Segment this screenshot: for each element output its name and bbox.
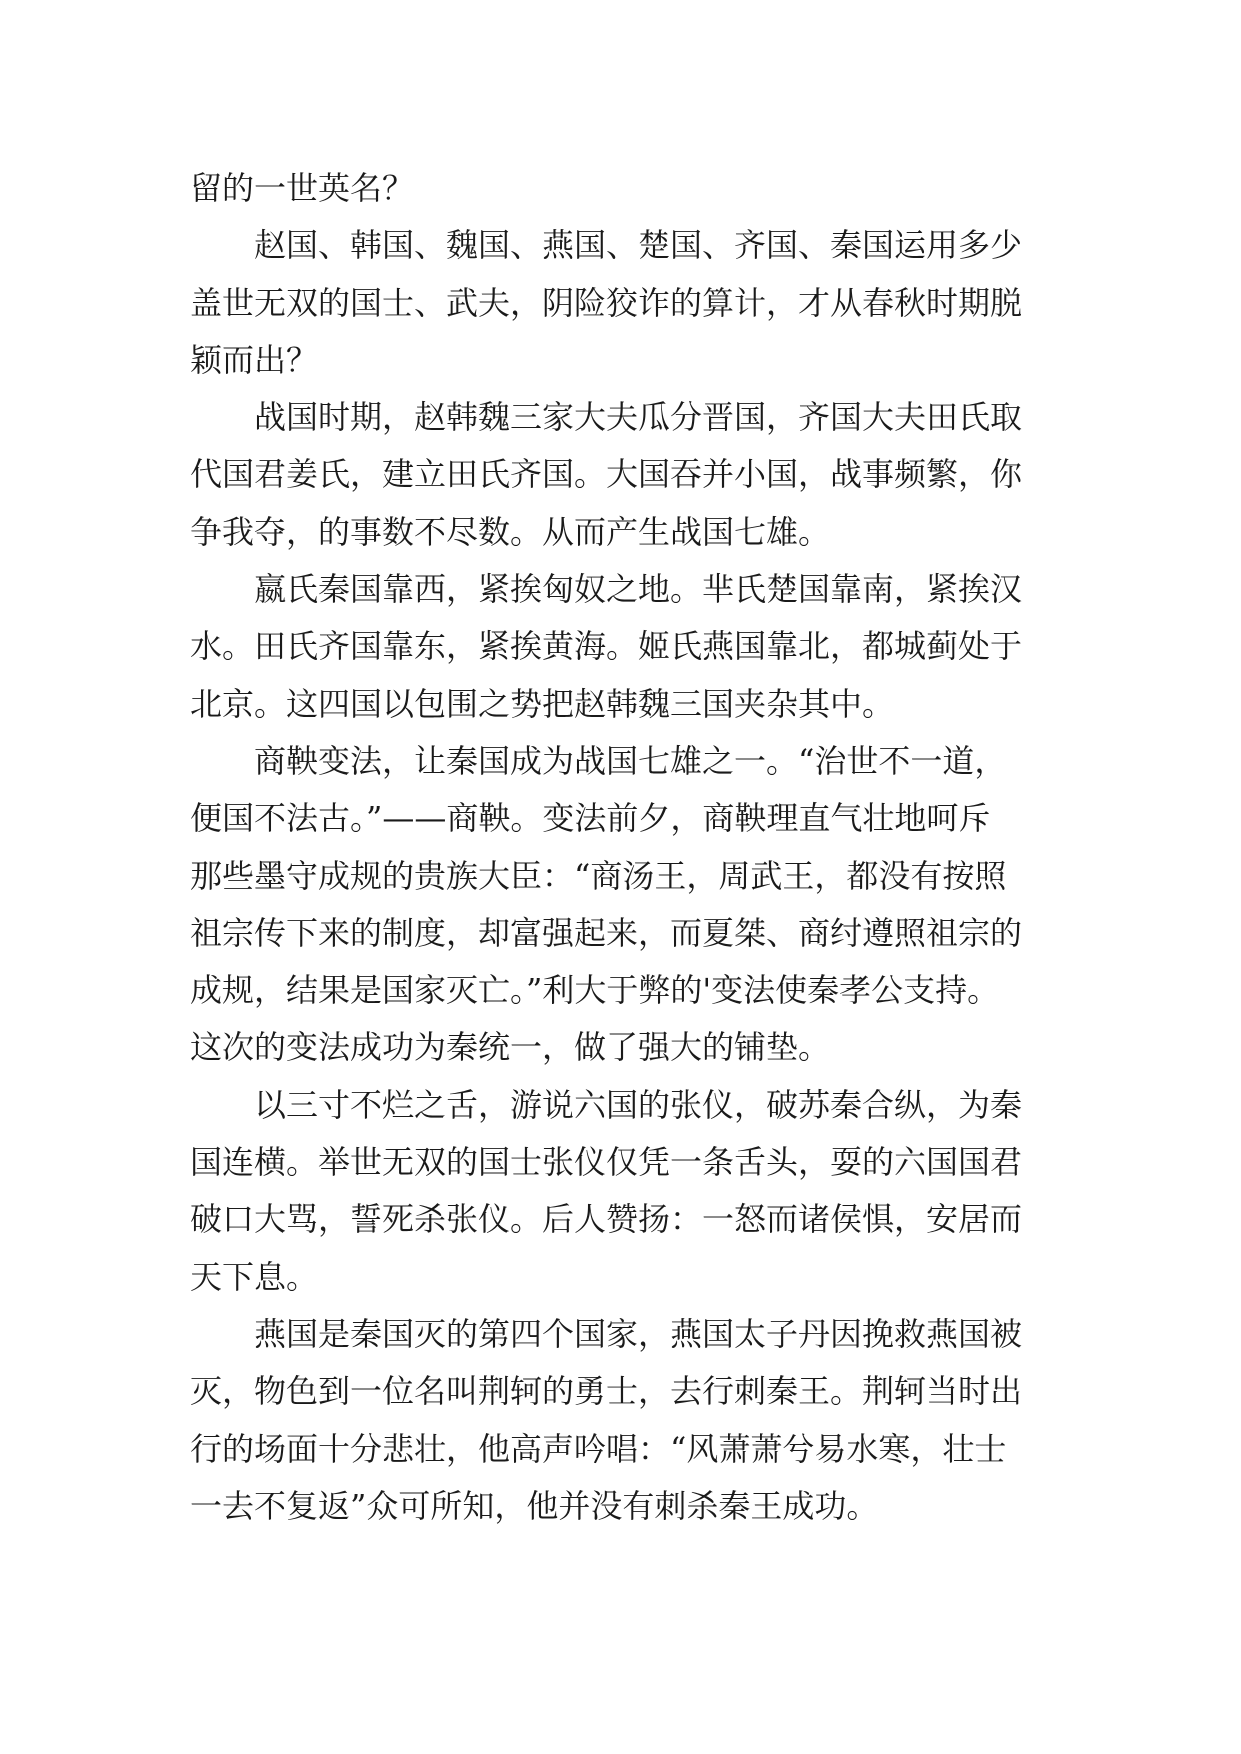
text-line: 燕国是秦国灭的第四个国家，燕国太子丹因挽救燕国被 (254, 1314, 1023, 1353)
text-line: 灭，物色到一位名叫荆轲的勇士，去行刺秦王。荆轲当时出 (190, 1372, 1023, 1411)
text-line: 水。田氏齐国靠东，紧挨黄海。姬氏燕国靠北，都城蓟处于 (190, 627, 1023, 666)
text-line: 国连横。举世无双的国士张仪仅凭一条舌头，耍的六国国君 (190, 1143, 1023, 1182)
text-line: 那些墨守成规的贵族大臣：“商汤王，周武王，都没有按照 (190, 856, 1007, 895)
text-line: 颖而出？ (190, 340, 319, 379)
text-line: 便国不法古。”——商鞅。变法前夕，商鞅理直气壮地呵斥 (190, 799, 991, 838)
text-line: 以三寸不烂之舌，游说六国的张仪，破苏秦合纵，为秦 (254, 1085, 1023, 1124)
text-line: 嬴氏秦国靠西，紧挨匈奴之地。芈氏楚国靠南，紧挨汉 (254, 570, 1023, 609)
text-line: 天下息。 (190, 1257, 319, 1296)
text-line: 一去不复返”众可所知，他并没有刺杀秦王成功。 (190, 1486, 879, 1525)
body-text (190, 160, 1080, 1535)
text-line: 商鞅变法，让秦国成为战国七雄之一。“治世不一道， (254, 741, 1007, 780)
text-line: 北京。这四国以包围之势把赵韩魏三国夹杂其中。 (190, 684, 895, 723)
text-line: 盖世无双的国士、武夫，阴险狡诈的算计，才从春秋时期脱 (190, 283, 1023, 322)
text-line: 破口大骂，誓死杀张仪。后人赞扬：一怒而诸侯惧，安居而 (190, 1200, 1023, 1239)
text-line: 成规，结果是国家灭亡。”利大于弊的'变法使秦孝公支持。 (190, 971, 1000, 1010)
text-line: 行的场面十分悲壮，他高声吟唱：“风萧萧兮易水寒，壮士 (190, 1429, 1007, 1468)
text-line: 这次的变法成功为秦统一，做了强大的铺垫。 (190, 1028, 831, 1067)
text-line: 赵国、韩国、魏国、燕国、楚国、齐国、秦国运用多少 (254, 226, 1023, 265)
text-line: 留的一世英名？ (190, 169, 415, 207)
text-line: 战国时期，赵韩魏三家大夫瓜分晋国，齐国大夫田氏取 (254, 398, 1023, 437)
text-line: 祖宗传下来的制度，却富强起来，而夏桀、商纣遵照祖宗的 (190, 913, 1023, 952)
text-line: 代国君姜氏，建立田氏齐国。大国吞并小国，战事频繁，你 (190, 455, 1023, 494)
text-line: 争我夺，的事数不尽数。从而产生战国七雄。 (190, 512, 831, 551)
